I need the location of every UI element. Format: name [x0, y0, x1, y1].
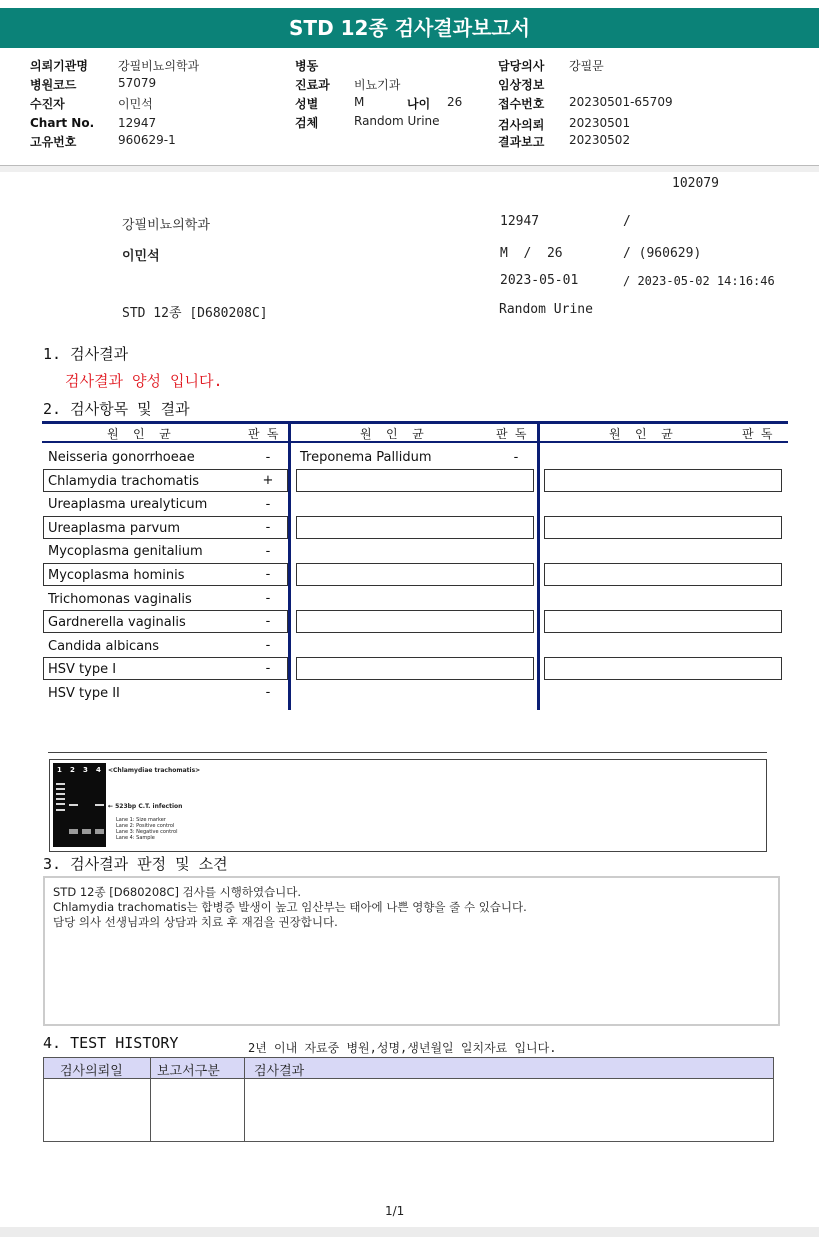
col2-header-name: 원 인 균 — [360, 427, 424, 441]
gel-legend-line: Lane 1: Size marker — [116, 817, 166, 823]
header-label-clinical-info: 임상정보 — [498, 78, 545, 92]
opinion-line: Chlamydia trachomatis는 합병증 발생이 높고 임산부는 태아에 나쁜 영향을 줄 수 있습니다. — [53, 900, 527, 914]
header-label-patient: 수진자 — [30, 97, 65, 111]
header-label-ward: 병동 — [295, 59, 319, 73]
page-number: 1/1 — [385, 1204, 405, 1218]
header-value-request-date: 20230501 — [569, 116, 631, 130]
organism-result: - — [265, 567, 271, 582]
header-value-receipt-no: 20230501-65709 — [569, 95, 673, 109]
header-label-receipt-no: 접수번호 — [498, 97, 545, 111]
organism-result-col2: - — [513, 450, 519, 465]
header-value-specimen: Random Urine — [354, 114, 440, 128]
organism-result: - — [265, 661, 271, 676]
table-top-rule — [42, 421, 788, 424]
sub-chart: 12947 — [500, 214, 540, 229]
col1-header-name: 원 인 균 — [107, 427, 171, 441]
gel-title: <Chlamydiae trachomatis> — [108, 767, 201, 774]
section3-heading: 3. 검사결과 판정 및 소견 — [43, 855, 228, 873]
organism-name: Ureaplasma parvum — [48, 521, 181, 536]
section1-heading: 1. 검사결과 — [43, 345, 129, 363]
empty-row-box — [296, 516, 534, 539]
header-label-chart-no: Chart No. — [30, 116, 95, 130]
header-value-sex: M — [354, 95, 365, 109]
history-note: 2년 이내 자료중 병원,성명,생년월일 일치자료 입니다. — [248, 1041, 557, 1055]
organism-name: Ureaplasma urealyticum — [48, 497, 208, 512]
history-col-request-date: 검사의뢰일 — [60, 1064, 123, 1079]
history-col-divider — [244, 1057, 245, 1142]
primer-dimer — [82, 829, 91, 834]
col2-header-result: 판 독 — [496, 427, 527, 441]
organism-result: - — [265, 520, 271, 535]
sample-band — [95, 804, 104, 806]
header-value-patient: 이민석 — [118, 97, 153, 111]
marker-band — [56, 803, 65, 805]
marker-band — [56, 793, 65, 795]
empty-row-box — [296, 657, 534, 680]
sub-patient: 이민석 — [122, 249, 160, 264]
marker-band — [56, 809, 65, 811]
header-value-unique-no: 960629-1 — [118, 133, 176, 147]
sub-test-name: STD 12종 [D680208C] — [122, 306, 268, 321]
organism-name: Candida albicans — [48, 639, 160, 654]
header-value-department: 비뇨기과 — [354, 78, 401, 92]
organism-result: - — [265, 544, 271, 559]
gel-arrow-label: ← 523bp C.T. infection — [108, 803, 183, 810]
organism-result: - — [265, 638, 271, 653]
marker-band — [56, 788, 65, 790]
lane-number: 1 — [57, 766, 62, 774]
organism-result: - — [265, 591, 271, 606]
organism-name: Mycoplasma genitalium — [48, 544, 203, 559]
sub-sex-age: M / 26 — [500, 246, 563, 261]
empty-row-box — [544, 610, 782, 633]
header-value-institution: 강필비뇨의학과 — [118, 59, 200, 73]
organism-result: - — [265, 685, 271, 700]
marker-band — [56, 798, 65, 800]
organism-name-col2: Treponema Pallidum — [300, 450, 432, 465]
marker-band — [56, 783, 65, 785]
header-shade — [0, 166, 819, 172]
organism-result: - — [265, 450, 271, 465]
opinion-line: STD 12종 [D680208C] 검사를 시행하였습니다. — [53, 885, 302, 899]
col3-header-result: 판 독 — [742, 427, 773, 441]
primer-dimer — [69, 829, 78, 834]
empty-row-box — [296, 469, 534, 492]
empty-row-box — [544, 469, 782, 492]
gel-image — [53, 763, 106, 847]
sub-birth: / (960629) — [623, 246, 702, 261]
header-value-age: 26 — [447, 95, 463, 109]
col3-header-name: 원 인 균 — [609, 427, 673, 441]
col1-header-result: 판 독 — [248, 427, 279, 441]
section1-result: 검사결과 양성 입니다. — [65, 372, 223, 390]
lane-number: 3 — [83, 766, 88, 774]
organism-name: HSV type I — [48, 662, 117, 677]
gel-top-rule — [48, 752, 767, 753]
organism-name: Gardnerella vaginalis — [48, 615, 186, 630]
header-label-doctor: 담당의사 — [498, 59, 545, 73]
gel-legend-line: Lane 4: Sample — [116, 835, 155, 841]
organism-result: - — [265, 497, 271, 512]
header-label-institution: 의뢰기관명 — [30, 59, 88, 73]
table-divider-1 — [288, 421, 291, 710]
history-bottom-rule — [43, 1141, 774, 1142]
history-col-result: 검사결과 — [254, 1064, 305, 1079]
organism-name: Mycoplasma hominis — [48, 568, 185, 583]
empty-row-box — [544, 657, 782, 680]
history-header-row — [43, 1057, 774, 1079]
table-divider-2 — [537, 421, 540, 710]
organism-name: Neisseria gonorrhoeae — [48, 450, 195, 465]
empty-row-box — [544, 563, 782, 586]
primer-dimer — [95, 829, 104, 834]
section4-heading: 4. TEST HISTORY — [43, 1034, 179, 1052]
header-label-specimen: 검체 — [295, 116, 319, 130]
organism-result: - — [265, 614, 271, 629]
sub-code: 102079 — [672, 176, 719, 191]
opinion-line: 담당 의사 선생님과의 상담과 치료 후 재검을 권장합니다. — [53, 915, 338, 929]
sub-request-date: 2023-05-01 — [500, 273, 579, 288]
report-title: STD 12종 검사결과보고서 — [289, 16, 530, 40]
sub-specimen: Random Urine — [499, 302, 593, 317]
history-col-report-type: 보고서구분 — [157, 1064, 220, 1079]
organism-result-positive: + — [262, 473, 274, 488]
section2-heading: 2. 검사항목 및 결과 — [43, 400, 190, 418]
header-value-doctor: 강필문 — [569, 59, 604, 73]
sub-hospital: 강필비뇨의학과 — [122, 218, 210, 233]
sub-slash: / — [623, 214, 631, 229]
header-label-sex: 성별 — [295, 97, 319, 111]
header-value-report-date: 20230502 — [569, 133, 631, 147]
lane-number: 4 — [96, 766, 101, 774]
empty-row-box — [296, 563, 534, 586]
header-label-request-date: 검사의뢰 — [498, 118, 545, 132]
gel-legend-line: Lane 3: Negative control — [116, 829, 178, 835]
history-col-divider — [150, 1057, 151, 1142]
gel-legend-line: Lane 2: Positive control — [116, 823, 175, 829]
header-label-report-date: 결과보고 — [498, 135, 545, 149]
header-label-department: 진료과 — [295, 78, 330, 92]
header-value-hospital-code: 57079 — [118, 76, 157, 90]
organism-name: HSV type II — [48, 686, 120, 701]
empty-row-box — [544, 516, 782, 539]
organism-name-positive: Chlamydia trachomatis — [48, 474, 200, 489]
header-label-age: 나이 — [407, 97, 431, 111]
positive-band — [69, 804, 78, 806]
header-label-hospital-code: 병원코드 — [30, 78, 77, 92]
footer-shade — [0, 1227, 819, 1237]
organism-name: Trichomonas vaginalis — [48, 592, 192, 607]
history-border-right — [773, 1057, 774, 1142]
history-border-left — [43, 1057, 44, 1142]
lane-number: 2 — [70, 766, 75, 774]
header-label-unique-no: 고유번호 — [30, 135, 77, 149]
header-value-chart-no: 12947 — [118, 116, 157, 130]
empty-row-box — [296, 610, 534, 633]
sub-report-datetime: / 2023-05-02 14:16:46 — [623, 274, 775, 288]
